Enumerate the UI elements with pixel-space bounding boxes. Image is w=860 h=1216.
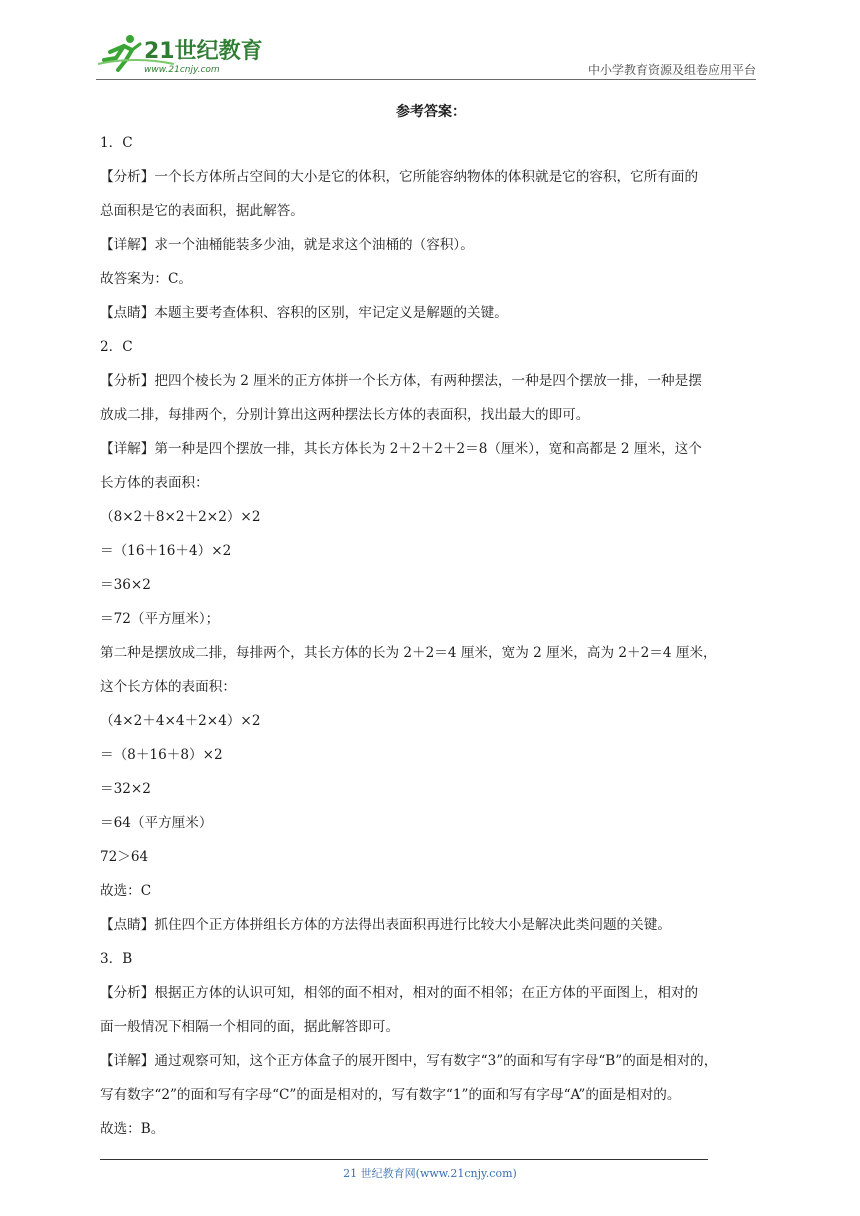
page-header — [96, 30, 756, 80]
text-line: 【详解】第一种是四个摆放一排，其长方体长为 2＋2＋2＋2＝8（厘米），宽和高都是 2 厘米，这个 — [100, 441, 702, 457]
svg-text:www.21cnjy.com: www.21cnjy.com — [144, 65, 220, 75]
text-line: 放成二排，每排两个，分别计算出这两种摆法长方体的表面积，找出最大的即可。 — [100, 407, 590, 423]
text-line: ＝64（平方厘米） — [100, 815, 213, 831]
text-line: 故选：C — [100, 883, 152, 899]
text-line: 【分析】一个长方体所占空间的大小是它的体积，它所能容纳物体的体积就是它的容积，它所有面的 — [100, 169, 699, 185]
text-line: 写有数字“2”的面和写有字母“C”的面是相对的，写有数字“1”的面和写有字母“A”的面是相对的。 — [100, 1087, 681, 1103]
site-name: 中小学教育资源及组卷应用平台 — [587, 63, 756, 77]
text-line: （4×2＋4×4＋2×4）×2 — [100, 713, 261, 729]
page-title: 参考答案： — [396, 104, 466, 120]
text-line: 故答案为：C。 — [100, 271, 192, 287]
svg-text:21世纪教育: 21世纪教育 — [144, 39, 263, 64]
text-line: 【分析】把四个棱长为 2 厘米的正方体拼一个长方体，有两种摆法，一种是四个摆放一排，一种是摆 — [100, 373, 702, 389]
footer-link[interactable]: 21 世纪教育网(www.21cnjy.com) — [343, 1167, 517, 1180]
text-line: 【分析】根据正方体的认识可知，相邻的面不相对，相对的面不相邻；在正方体的平面图上，相对的 — [100, 985, 699, 1001]
text-line: 【点睛】抓住四个正方体拼组长方体的方法得出表面积再进行比较大小是解决此类问题的关键。 — [100, 917, 671, 933]
text-line: 【详解】求一个油桶能装多少油，就是求这个油桶的（容积）。 — [100, 237, 474, 253]
text-line: 1．C — [100, 135, 133, 151]
text-line: 2．C — [100, 339, 133, 355]
text-line: 长方体的表面积： — [100, 475, 209, 491]
text-line: ＝（8＋16＋8）×2 — [100, 747, 223, 763]
text-line: 总面积是它的表面积，据此解答。 — [100, 203, 304, 219]
text-line: 72＞64 — [100, 849, 149, 865]
text-line: ＝（16＋16＋4）×2 — [100, 543, 232, 559]
text-line: （8×2＋8×2＋2×2）×2 — [100, 509, 261, 525]
text-line: 这个长方体的表面积： — [100, 679, 236, 695]
header-divider — [96, 79, 756, 80]
text-line: ＝36×2 — [100, 577, 151, 593]
text-line: 3．B — [100, 951, 133, 967]
answer-content — [100, 98, 762, 1146]
footer-divider — [100, 1159, 708, 1160]
answer-lines — [100, 126, 762, 1146]
text-line: 【详解】通过观察可知，这个正方体盒子的展开图中，写有数字“3”的面和写有字母“B”的面是相对的， — [100, 1053, 718, 1069]
text-line: 【点睛】本题主要考查体积、容积的区别，牢记定义是解题的关键。 — [100, 305, 508, 321]
text-line: 故选：B。 — [100, 1121, 165, 1137]
text-line: ＝32×2 — [100, 781, 151, 797]
text-line: ＝72（平方厘米）； — [100, 611, 220, 627]
site-logo — [96, 30, 266, 76]
text-line: 第二种是摆放成二排，每排两个，其长方体的长为 2＋2＝4 厘米，宽为 2 厘米，高为 2＋2＝4 厘米， — [100, 645, 717, 661]
text-line: 面一般情况下相隔一个相同的面，据此解答即可。 — [100, 1019, 400, 1035]
